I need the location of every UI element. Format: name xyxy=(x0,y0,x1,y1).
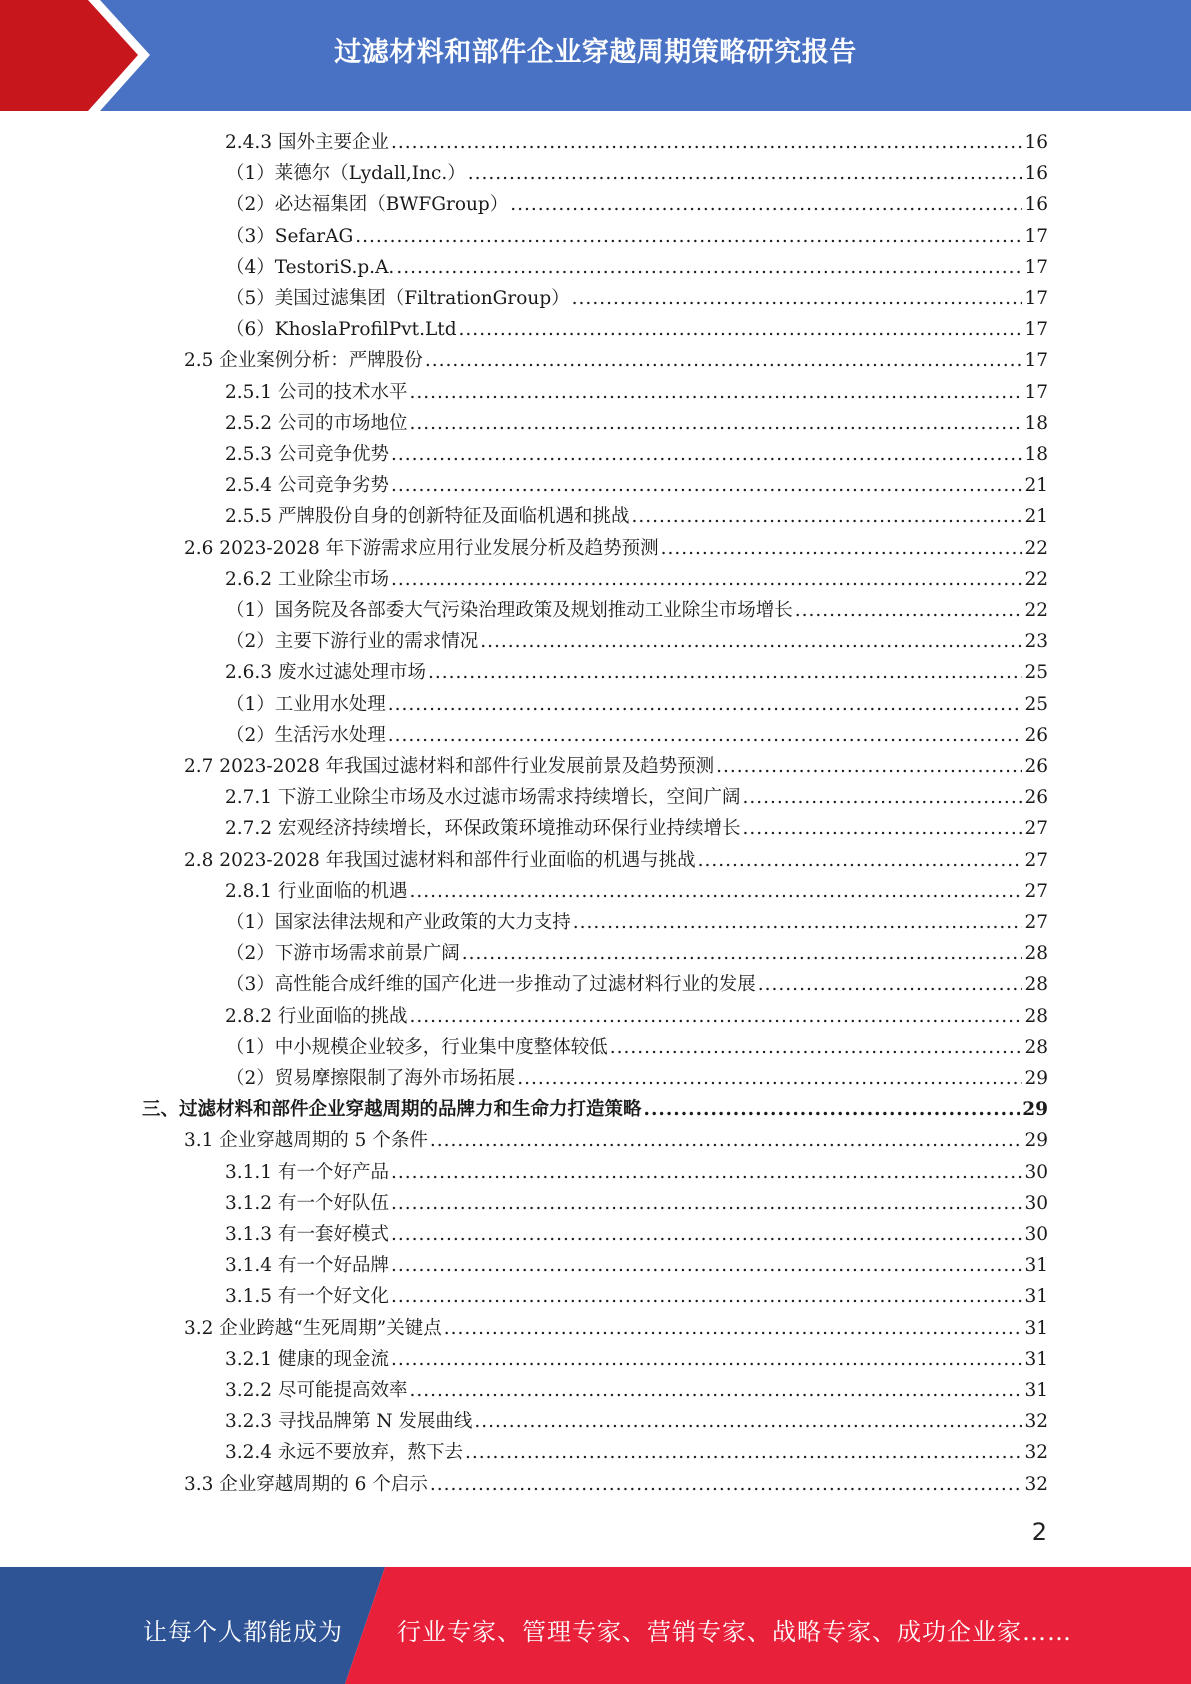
toc-entry-title: 2.7.1 下游工业除尘市场及水过滤市场需求持续增长，空间广阔 xyxy=(225,787,741,809)
toc-dot-leader xyxy=(742,813,1022,844)
toc-dot-leader xyxy=(391,439,1022,470)
toc-entry[interactable] xyxy=(225,501,1048,532)
toc-entry-title: 2.8.1 行业面临的机遇 xyxy=(225,880,408,902)
toc-entry[interactable] xyxy=(225,1188,1048,1219)
toc-entry-title: 2.6 2023-2028 年下游需求应用行业发展分析及趋势预测 xyxy=(184,537,659,559)
toc-dot-leader xyxy=(517,1063,1022,1094)
toc-entry-title: （1）中小规模企业较多，行业集中度整体较低 xyxy=(226,1036,608,1058)
toc-entry-page: 32 xyxy=(1024,1473,1048,1495)
toc-entry[interactable] xyxy=(226,252,1048,283)
toc-entry[interactable] xyxy=(226,689,1048,720)
toc-entry-title: 2.5.5 严牌股份自身的创新特征及面临机遇和挑战 xyxy=(225,506,630,528)
toc-dot-leader xyxy=(391,1157,1022,1188)
toc-dot-leader xyxy=(510,189,1022,220)
toc-dot-leader xyxy=(391,1344,1022,1375)
toc-entry-title: 3.1.3 有一套好模式 xyxy=(225,1224,389,1245)
toc-entry-page: 26 xyxy=(1024,756,1048,777)
toc-dot-leader xyxy=(391,564,1022,595)
toc-entry[interactable] xyxy=(225,377,1048,408)
toc-entry-page: 26 xyxy=(1024,724,1048,746)
page-number: 2 xyxy=(1031,1518,1047,1546)
toc-entry-page: 30 xyxy=(1024,1192,1048,1214)
toc-entry-page: 32 xyxy=(1024,1411,1048,1433)
toc-entry-page: 31 xyxy=(1024,1348,1048,1370)
toc-entry[interactable] xyxy=(225,1375,1048,1406)
toc-entry-title: 3.1 企业穿越周期的 5 个条件 xyxy=(184,1130,428,1152)
toc-entry[interactable] xyxy=(226,938,1048,969)
toc-entry[interactable] xyxy=(184,1125,1048,1156)
toc-entry-page: 27 xyxy=(1024,818,1048,840)
toc-entry-title: （4）TestoriS.p.A. xyxy=(226,256,395,278)
toc-entry-title: （3）SefarAG xyxy=(226,225,354,247)
toc-entry[interactable] xyxy=(226,969,1048,1000)
toc-entry[interactable] xyxy=(225,439,1048,470)
toc-entry-page: 31 xyxy=(1024,1317,1048,1339)
toc-entry-title: （6）KhoslaProfilPvt.Ltd xyxy=(226,319,457,341)
toc-entry-title: 3.2 企业跨越“生死周期”关键点 xyxy=(184,1317,442,1339)
toc-dot-leader xyxy=(430,1469,1023,1500)
toc-dot-leader xyxy=(391,1219,1022,1250)
toc-entry-title: 三、过滤材料和部件企业穿越周期的品牌力和生命力打造策略 xyxy=(142,1099,642,1121)
toc-entry-title: 3.2.1 健康的现金流 xyxy=(225,1348,389,1370)
page-footer xyxy=(0,1567,1191,1684)
toc-dot-leader xyxy=(758,969,1023,1000)
toc-entry-title: （2）贸易摩擦限制了海外市场拓展 xyxy=(226,1068,516,1089)
toc-entry-page: 22 xyxy=(1024,568,1048,590)
toc-entry-title: 3.2.2 尽可能提高效率 xyxy=(225,1380,408,1401)
toc-entry-page: 27 xyxy=(1024,849,1048,871)
toc-dot-leader xyxy=(391,1250,1022,1281)
toc-dot-leader xyxy=(391,127,1022,158)
toc-dot-leader xyxy=(573,907,1023,938)
toc-entry-page: 27 xyxy=(1024,912,1048,933)
toc-entry-page: 22 xyxy=(1024,537,1048,559)
toc-entry-page: 17 xyxy=(1024,225,1048,247)
toc-dot-leader xyxy=(572,283,1023,314)
footer-slogan-left: 让每个人都能成为 xyxy=(143,1618,343,1646)
toc-dot-leader xyxy=(716,751,1022,782)
toc-dot-leader xyxy=(459,314,1023,345)
toc-entry-title: 3.1.5 有一个好文化 xyxy=(225,1286,389,1308)
toc-entry[interactable] xyxy=(184,345,1048,376)
toc-dot-leader xyxy=(409,408,1022,439)
toc-dot-leader xyxy=(661,533,1023,564)
toc-dot-leader xyxy=(388,720,1023,751)
toc-entry[interactable] xyxy=(226,189,1048,220)
toc-entry-page: 21 xyxy=(1024,475,1048,497)
footer-slogan-right: 行业专家、管理专家、营销专家、战略专家、成功企业家…… xyxy=(397,1618,1072,1646)
toc-entry[interactable] xyxy=(225,127,1048,158)
toc-entry-page: 17 xyxy=(1024,288,1048,309)
toc-entry-page: 28 xyxy=(1024,943,1048,965)
toc-entry[interactable] xyxy=(225,1157,1048,1188)
toc-dot-leader xyxy=(430,1125,1023,1156)
toc-entry-title: 2.7 2023-2028 年我国过滤材料和部件行业发展前景及趋势预测 xyxy=(184,756,715,777)
toc-entry-title: 2.8 2023-2028 年我国过滤材料和部件行业面临的机遇与挑战 xyxy=(184,849,696,871)
toc-entry[interactable] xyxy=(226,283,1048,314)
toc-entry-title: （2）下游市场需求前景广阔 xyxy=(226,943,460,965)
toc-entry-page: 27 xyxy=(1024,880,1048,902)
toc-dot-leader xyxy=(409,1375,1022,1406)
toc-dot-leader xyxy=(468,158,1023,189)
toc-entry-page: 18 xyxy=(1024,444,1048,465)
toc-entry-title: （2）生活污水处理 xyxy=(226,724,386,746)
toc-entry-title: （2）主要下游行业的需求情况 xyxy=(226,631,479,653)
toc-dot-leader xyxy=(795,595,1023,626)
toc-entry-title: 2.5.2 公司的市场地位 xyxy=(225,412,408,434)
toc-entry-title: 3.2.3 寻找品牌第 N 发展曲线 xyxy=(225,1411,473,1433)
toc-entry-title: 3.1.1 有一个好产品 xyxy=(225,1161,389,1183)
toc-entry[interactable] xyxy=(142,1094,1048,1125)
toc-dot-leader xyxy=(391,470,1022,501)
toc-entry[interactable] xyxy=(226,1063,1048,1094)
toc-dot-leader xyxy=(698,845,1023,876)
toc-entry[interactable] xyxy=(226,314,1048,345)
toc-dot-leader xyxy=(610,1032,1023,1063)
toc-entry-page: 29 xyxy=(1024,1130,1048,1152)
toc-entry[interactable] xyxy=(225,813,1048,844)
toc-dot-leader xyxy=(462,938,1023,969)
toc-dot-leader xyxy=(409,377,1022,408)
toc-entry-title: （2）必达福集团（BWFGroup） xyxy=(226,194,509,216)
toc-entry[interactable] xyxy=(225,657,1048,688)
toc-entry-title: （1）工业用水处理 xyxy=(226,693,386,715)
toc-dot-leader xyxy=(465,1437,1022,1468)
toc-entry-page: 16 xyxy=(1024,132,1048,153)
toc-dot-leader xyxy=(425,345,1023,376)
toc-entry[interactable] xyxy=(226,720,1048,751)
toc-entry-page: 16 xyxy=(1024,194,1048,216)
toc-dot-leader xyxy=(428,657,1022,688)
page-header xyxy=(0,0,1191,111)
toc-entry[interactable] xyxy=(225,1219,1048,1250)
toc-entry-page: 31 xyxy=(1024,1380,1048,1401)
toc-entry[interactable] xyxy=(226,907,1048,938)
toc-entry[interactable] xyxy=(225,1250,1048,1281)
toc-entry-page: 25 xyxy=(1024,662,1048,684)
toc-entry[interactable] xyxy=(184,1313,1048,1344)
toc-entry-page: 17 xyxy=(1024,350,1048,372)
toc-entry-title: 3.1.4 有一个好品牌 xyxy=(225,1255,389,1277)
toc-entry-page: 17 xyxy=(1024,319,1048,341)
toc-entry-page: 28 xyxy=(1024,974,1048,996)
toc-dot-leader xyxy=(396,252,1022,283)
toc-entry-title: （1）国家法律法规和产业政策的大力支持 xyxy=(226,912,571,933)
toc-entry[interactable] xyxy=(184,533,1048,564)
toc-dot-leader xyxy=(409,876,1022,907)
toc-entry-page: 16 xyxy=(1024,163,1048,185)
toc-entry[interactable] xyxy=(225,1281,1048,1312)
toc-entry[interactable] xyxy=(225,876,1048,907)
toc-entry-title: 2.7.2 宏观经济持续增长，环保政策环境推动环保行业持续增长 xyxy=(225,818,741,840)
toc-dot-leader xyxy=(474,1406,1022,1437)
toc-entry-page: 32 xyxy=(1024,1442,1048,1464)
toc-entry-title: 2.6.2 工业除尘市场 xyxy=(225,568,389,590)
toc-entry-page: 22 xyxy=(1024,600,1048,621)
toc-entry[interactable] xyxy=(225,1001,1048,1032)
toc-entry-page: 28 xyxy=(1024,1005,1048,1027)
toc-entry-page: 25 xyxy=(1024,693,1048,715)
toc-dot-leader xyxy=(388,689,1023,720)
toc-entry-title: 2.6.3 废水过滤处理市场 xyxy=(225,662,426,684)
toc-entry[interactable] xyxy=(225,470,1048,501)
toc-entry-page: 30 xyxy=(1024,1224,1048,1245)
toc-dot-leader xyxy=(444,1313,1023,1344)
toc-entry-title: （3）高性能合成纤维的国产化进一步推动了过滤材料行业的发展 xyxy=(226,974,756,996)
toc-entry-page: 17 xyxy=(1024,256,1048,278)
toc-entry[interactable] xyxy=(226,221,1048,252)
toc-entry-title: 2.5.1 公司的技术水平 xyxy=(225,381,408,403)
toc-entry[interactable] xyxy=(226,158,1048,189)
toc-entry[interactable] xyxy=(184,1469,1048,1500)
toc-entry-title: 3.2.4 永远不要放弃，熬下去 xyxy=(225,1442,463,1464)
toc-dot-leader xyxy=(480,626,1022,657)
toc-entry-title: 2.5.4 公司竞争劣势 xyxy=(225,475,389,497)
toc-dot-leader xyxy=(391,1281,1022,1312)
toc-entry-title: 3.1.2 有一个好队伍 xyxy=(225,1192,389,1214)
toc-entry[interactable] xyxy=(225,1406,1048,1437)
toc-entry[interactable] xyxy=(225,564,1048,595)
toc-dot-leader xyxy=(391,1188,1022,1219)
toc-entry-page: 28 xyxy=(1024,1036,1048,1058)
toc-entry[interactable] xyxy=(225,1437,1048,1468)
toc-dot-leader xyxy=(409,1001,1022,1032)
toc-dot-leader xyxy=(355,221,1022,252)
toc-entry-title: 2.5 企业案例分析：严牌股份 xyxy=(184,350,423,372)
toc-dot-leader xyxy=(631,501,1022,532)
toc-entry[interactable] xyxy=(226,626,1048,657)
toc-entry[interactable] xyxy=(225,782,1048,813)
toc-entry-title: 2.4.3 国外主要企业 xyxy=(225,132,389,153)
toc-entry[interactable] xyxy=(226,1032,1048,1063)
toc-entry[interactable] xyxy=(184,751,1048,782)
toc-entry-title: 3.3 企业穿越周期的 6 个启示 xyxy=(184,1473,428,1495)
toc-entry-page: 18 xyxy=(1024,412,1048,434)
toc-entry-title: 2.8.2 行业面临的挑战 xyxy=(225,1005,408,1027)
toc-entry[interactable] xyxy=(184,845,1048,876)
toc-entry-page: 29 xyxy=(1022,1099,1048,1121)
toc-entry[interactable] xyxy=(225,1344,1048,1375)
toc-entry[interactable] xyxy=(226,595,1048,626)
toc-entry-page: 26 xyxy=(1024,787,1048,809)
toc-dot-leader xyxy=(742,782,1022,813)
toc-entry-page: 30 xyxy=(1024,1161,1048,1183)
toc-entry-page: 29 xyxy=(1024,1068,1048,1089)
toc-entry[interactable] xyxy=(225,408,1048,439)
toc-entry-page: 23 xyxy=(1024,631,1048,653)
toc-entry-page: 17 xyxy=(1024,381,1048,403)
toc-entry-title: （1）国务院及各部委大气污染治理政策及规划推动工业除尘市场增长 xyxy=(226,600,793,621)
toc-entry-page: 21 xyxy=(1024,506,1048,528)
toc-dot-leader xyxy=(644,1094,1021,1125)
toc-entry-title: （5）美国过滤集团（FiltrationGroup） xyxy=(226,288,570,309)
toc-entry-title: （1）莱德尔（Lydall,Inc.） xyxy=(226,163,466,185)
toc-entry-page: 31 xyxy=(1024,1255,1048,1277)
report-title: 过滤材料和部件企业穿越周期策略研究报告 xyxy=(334,37,857,68)
toc-entry-page: 31 xyxy=(1024,1286,1048,1308)
toc-entry-title: 2.5.3 公司竞争优势 xyxy=(225,444,389,465)
